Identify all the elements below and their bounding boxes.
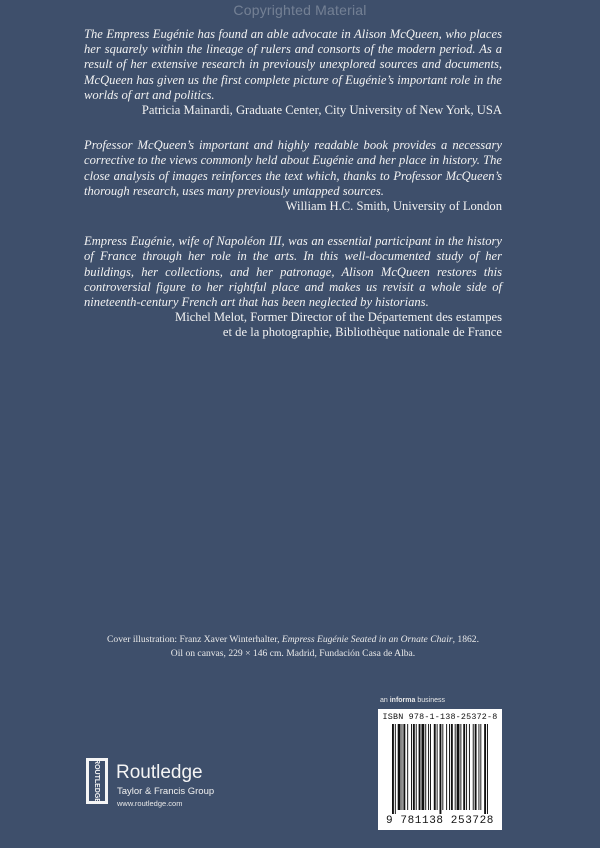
review-1	[84, 27, 502, 118]
barcode-bar	[407, 724, 408, 810]
review-quote: Professor McQueen’s important and highly readable book provides a necessary corrective to the views commonly held about Eugénie and her place in history. The close analysis of images reinforces the text which, thanks to Professor McQueen’s thorough research, uses many previously untapped sources.	[84, 138, 502, 198]
review-3	[84, 234, 502, 340]
barcode-bar	[442, 724, 443, 810]
barcode-bar	[463, 724, 465, 810]
barcode-bar	[478, 724, 479, 810]
barcode-bar	[487, 724, 488, 814]
review-quote: The Empress Eugénie has found an able advocate in Alison McQueen, who places her squarely within the lineage of rulers and consorts of the modern period. As a result of her extensive research in previously unexplored sources and documents, McQueen has given us the first complete picture of Eugénie’s important role in the worlds of art and politics.	[84, 27, 502, 102]
review-quote: Empress Eugénie, wife of Napoléon III, was an essential participant in the history of France through her role in the arts. In this well-documented study of her buildings, her collections, and her patronage, Alison McQueen restores this controversial figure to her rightful place and makes us revisit a whole side of nineteenth-century French art that has been neglected by historians.	[84, 234, 502, 310]
barcode-bar	[480, 724, 481, 810]
attribution-line: et de la photographie, Bibliothèque nationale de France	[222, 325, 502, 340]
barcode-bar	[457, 724, 460, 810]
review-attribution	[84, 103, 502, 118]
routledge-logo-text: ROUTLEDGE	[93, 759, 101, 803]
routledge-logo-icon	[86, 758, 108, 804]
barcode-bar	[411, 724, 412, 810]
credit-prefix: Cover illustration: Franz Xaver Winterhalter,	[107, 634, 282, 645]
barcode-bar	[434, 724, 436, 810]
barcode-bar	[446, 724, 447, 810]
barcode-bar	[469, 724, 470, 810]
barcode-bar	[449, 724, 450, 810]
barcode-bar	[421, 724, 424, 810]
review-attribution	[84, 310, 502, 340]
barcode-bar	[437, 724, 438, 810]
barcode-bar	[392, 724, 394, 814]
publisher-url: www.routledge.com	[117, 799, 183, 808]
barcode-bar	[419, 724, 421, 810]
review-attribution	[84, 199, 502, 214]
barcode-bar	[425, 724, 426, 810]
attribution-line: Patricia Mainardi, Graduate Center, City University of New York, USA	[141, 103, 502, 118]
barcode-bar	[428, 724, 429, 810]
barcode-bar	[451, 724, 453, 810]
barcode-bar	[430, 724, 431, 810]
barcode-bar	[402, 724, 403, 810]
barcode-bar	[475, 724, 477, 810]
barcode-bar	[455, 724, 456, 810]
barcode-digits: 9 781138 253728	[385, 815, 495, 827]
barcode-bar	[416, 724, 417, 810]
credit-suffix: , 1862.	[452, 634, 479, 645]
cover-credit-line-1	[84, 633, 502, 647]
barcode-bar	[484, 724, 486, 814]
barcode-bar	[466, 724, 467, 810]
barcode-bars	[392, 724, 488, 814]
attribution-line: Michel Melot, Former Director of the Département des estampes	[175, 310, 502, 325]
review-2	[84, 138, 502, 214]
barcode-bar	[413, 724, 415, 810]
cover-credit	[84, 633, 502, 661]
informa-brand: informa	[389, 697, 416, 704]
credit-painting-title: Empress Eugénie Seated in an Ornate Chair	[281, 634, 453, 645]
barcode-bar	[398, 724, 401, 810]
isbn-barcode	[378, 709, 502, 830]
isbn-label: ISBN 978-1-138-25372-8	[382, 712, 498, 722]
informa-business-label	[380, 697, 445, 704]
barcode-bar	[440, 724, 442, 814]
cover-credit-line-2: Oil on canvas, 229 × 146 cm. Madrid, Fundación Casa de Alba.	[170, 648, 416, 659]
barcode-bar	[473, 724, 474, 810]
attribution-line: William H.C. Smith, University of London	[285, 199, 502, 214]
informa-prefix: an	[380, 697, 390, 704]
watermark: Copyrighted Material	[233, 2, 367, 18]
publisher-group: Taylor & Francis Group	[117, 786, 215, 797]
barcode-bar	[460, 724, 461, 810]
informa-suffix: business	[415, 697, 445, 704]
publisher-name: Routledge	[116, 762, 203, 783]
barcode-bar	[395, 724, 396, 814]
reviews-section	[84, 27, 502, 361]
barcode-bar	[403, 724, 405, 810]
